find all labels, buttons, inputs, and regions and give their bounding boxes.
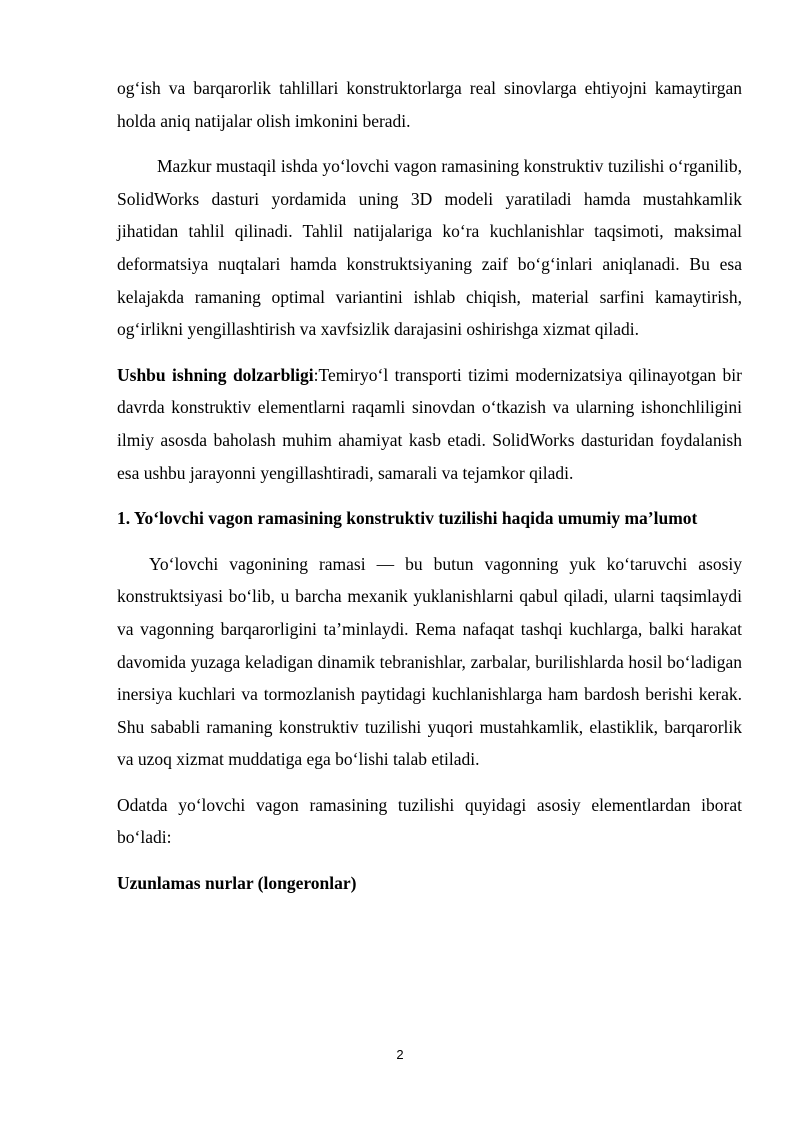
paragraph-work-description: Mazkur mustaqil ishda yo‘lovchi vagon ramasining konstruktiv tuzilishi o‘rganilib, SolidWorks dasturi yordamida uning 3D modeli yaratiladi hamda mustahkamlik jihatidan tahlil qilinadi. Tahlil natijalariga ko‘ra kuchlanishlar taqsimoti, maksimal deformatsiya nuqtalari hamda konstruktsiyaning zaif bo‘g‘inlari aniqlanadi. Bu esa kelajakda ramaning optimal variantini ishlab chiqish, material sarfini kamaytirish, og‘irlikni yengillashtirish va xavfsizlik darajasini oshirishga xizmat qiladi.	[117, 156, 742, 340]
page-number: 2	[396, 1047, 404, 1062]
paragraph-elements-intro: Odatda yo‘lovchi vagon ramasining tuzilishi quyidagi asosiy elementlardan iborat bo‘ladi:	[117, 794, 742, 848]
subheading-longerons: Uzunlamas nurlar (longeronlar)	[117, 873, 357, 894]
relevance-label: Ushbu ishning dolzarbligi	[117, 364, 314, 385]
paragraph-relevance	[117, 359, 742, 489]
paragraph-intro-continued: og‘ish va barqarorlik tahlillari konstruktorlarga real sinovlarga ehtiyojni kamaytirgan holda aniq natijalar olish imkonini beradi.	[117, 78, 742, 131]
section-heading: 1. Yo‘lovchi vagon ramasining konstruktiv tuzilishi haqida umumiy ma’lumot	[117, 508, 698, 529]
paragraph-frame-overview: Yo‘lovchi vagonining ramasi — bu butun vagonning yuk ko‘taruvchi asosiy konstruktsiyasi bo‘lib, u barcha mexanik yuklanishlarni qabul qiladi, ularni taqsimlaydi va vagonning barqarorligini ta’minlaydi. Rema nafaqat tashqi kuchlarga, balki harakat davomida yuzaga keladigan dinamik tebranishlar, zarbalar, burilishlarda hosil bo‘ladigan inersiya kuchlari va tormozlanish paytidagi kuchlanishlarga ham bardosh berishi kerak. Shu sababli ramaning konstruktiv tuzilishi yuqori mustahkamlik, elastiklik, barqarorlik va uzoq xizmat muddatiga ega bo‘lishi talab etiladi.	[117, 553, 742, 770]
relevance-text: :Temiryo‘l transporti tizimi modernizatsiya qilinayotgan bir davrda konstruktiv elementlarni raqamli sinovdan o‘tkazish va ularning ishonchliligini ilmiy asosda baholash muhim ahamiyat kasb etadi. SolidWorks dasturidan foydalanish esa ushbu jarayonni yengillashtiradi, samarali va tejamkor qiladi.	[117, 364, 742, 483]
document-page	[117, 72, 742, 900]
